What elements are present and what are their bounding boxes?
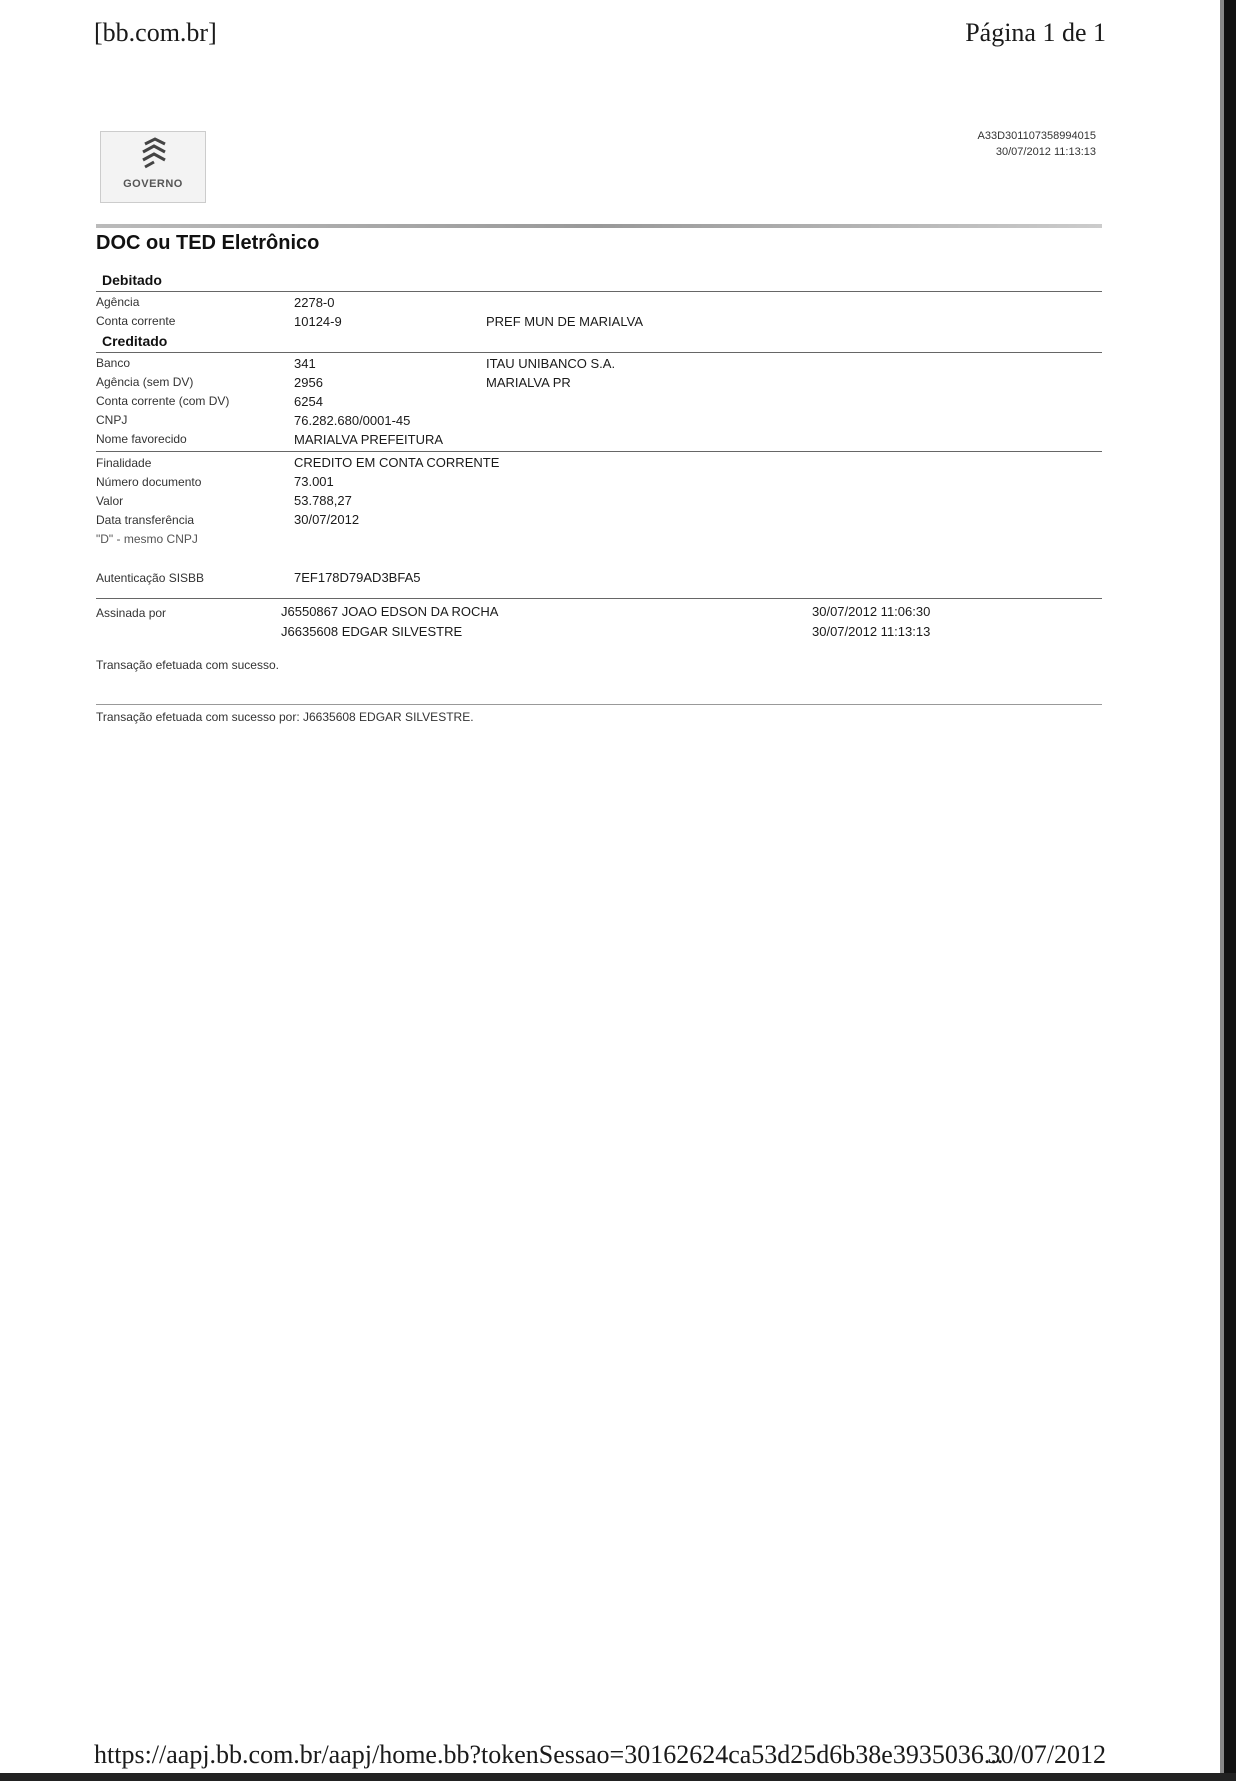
label-assinada-por: Assinada por bbox=[96, 606, 167, 620]
value-agencia-credito: 2956 bbox=[294, 375, 323, 390]
label-finalidade: Finalidade bbox=[96, 456, 152, 470]
label-data-transferencia: Data transferência bbox=[96, 513, 195, 527]
divider bbox=[96, 598, 1102, 599]
status-message-by: Transação efetuada com sucesso por: J6635608 EDGAR SILVESTRE. bbox=[96, 710, 474, 724]
label-numero-documento: Número documento bbox=[96, 475, 202, 489]
auth-datetime: 30/07/2012 11:13:13 bbox=[995, 146, 1096, 158]
status-message: Transação efetuada com sucesso. bbox=[96, 658, 279, 672]
label-agencia-debito: Agência bbox=[96, 295, 140, 309]
section-creditado: Creditado bbox=[102, 333, 168, 349]
print-footer-url: https://aapj.bb.com.br/aapj/home.bb?tokenSessao=30162624ca53d25d6b38e3935036... bbox=[94, 1740, 1004, 1769]
value-banco-nome: ITAU UNIBANCO S.A. bbox=[486, 356, 616, 371]
value-conta-debito: 10124-9 bbox=[294, 314, 342, 329]
label-conta-debito: Conta corrente bbox=[96, 314, 176, 328]
label-agencia-credito: Agência (sem DV) bbox=[96, 375, 194, 389]
value-finalidade: CREDITO EM CONTA CORRENTE bbox=[294, 455, 500, 470]
value-data-transferencia: 30/07/2012 bbox=[294, 512, 360, 527]
value-autenticacao: 7EF178D79AD3BFA5 bbox=[294, 570, 421, 585]
divider bbox=[96, 451, 1102, 452]
note-mesmo-cnpj: "D" - mesmo CNPJ bbox=[96, 532, 198, 546]
print-header-site: [bb.com.br] bbox=[94, 18, 217, 47]
title-rule bbox=[96, 224, 1102, 228]
signer-name: J6550867 JOAO EDSON DA ROCHA bbox=[281, 604, 499, 619]
label-banco: Banco bbox=[96, 356, 131, 370]
print-header-page: Página 1 de 1 bbox=[965, 18, 1106, 47]
value-cnpj: 76.282.680/0001-45 bbox=[294, 413, 411, 428]
auth-block bbox=[978, 128, 1096, 160]
value-valor: 53.788,27 bbox=[294, 493, 352, 508]
divider bbox=[96, 291, 1102, 292]
label-cnpj: CNPJ bbox=[96, 413, 128, 427]
auth-code: A33D301107358994015 bbox=[977, 130, 1096, 142]
divider bbox=[96, 704, 1102, 705]
bank-logo bbox=[100, 131, 206, 203]
value-agencia-debito: 2278-0 bbox=[294, 295, 335, 310]
signer-datetime: 30/07/2012 11:13:13 bbox=[812, 624, 931, 639]
signer-name: J6635608 EDGAR SILVESTRE bbox=[281, 624, 463, 639]
logo-text: GOVERNO bbox=[123, 178, 183, 190]
section-debitado: Debitado bbox=[102, 272, 162, 288]
value-conta-debito-nome: PREF MUN DE MARIALVA bbox=[486, 314, 643, 329]
value-numero-documento: 73.001 bbox=[294, 474, 334, 489]
value-conta-credito: 6254 bbox=[294, 394, 323, 409]
divider bbox=[96, 352, 1102, 353]
print-footer-date: 30/07/2012 bbox=[987, 1740, 1106, 1769]
signer-datetime: 30/07/2012 11:06:30 bbox=[812, 604, 931, 619]
page-title: DOC ou TED Eletrônico bbox=[96, 232, 320, 254]
label-autenticacao: Autenticação SISBB bbox=[96, 571, 205, 585]
label-valor: Valor bbox=[96, 494, 124, 508]
value-nome-favorecido: MARIALVA PREFEITURA bbox=[294, 432, 444, 447]
label-conta-credito: Conta corrente (com DV) bbox=[96, 394, 230, 408]
scan-edge-bottom bbox=[0, 1773, 1236, 1781]
value-banco: 341 bbox=[294, 356, 316, 371]
value-agencia-cidade: MARIALVA PR bbox=[486, 375, 571, 390]
bb-logo-icon bbox=[139, 136, 169, 170]
scan-edge bbox=[1224, 0, 1236, 1781]
label-nome-favorecido: Nome favorecido bbox=[96, 432, 187, 446]
